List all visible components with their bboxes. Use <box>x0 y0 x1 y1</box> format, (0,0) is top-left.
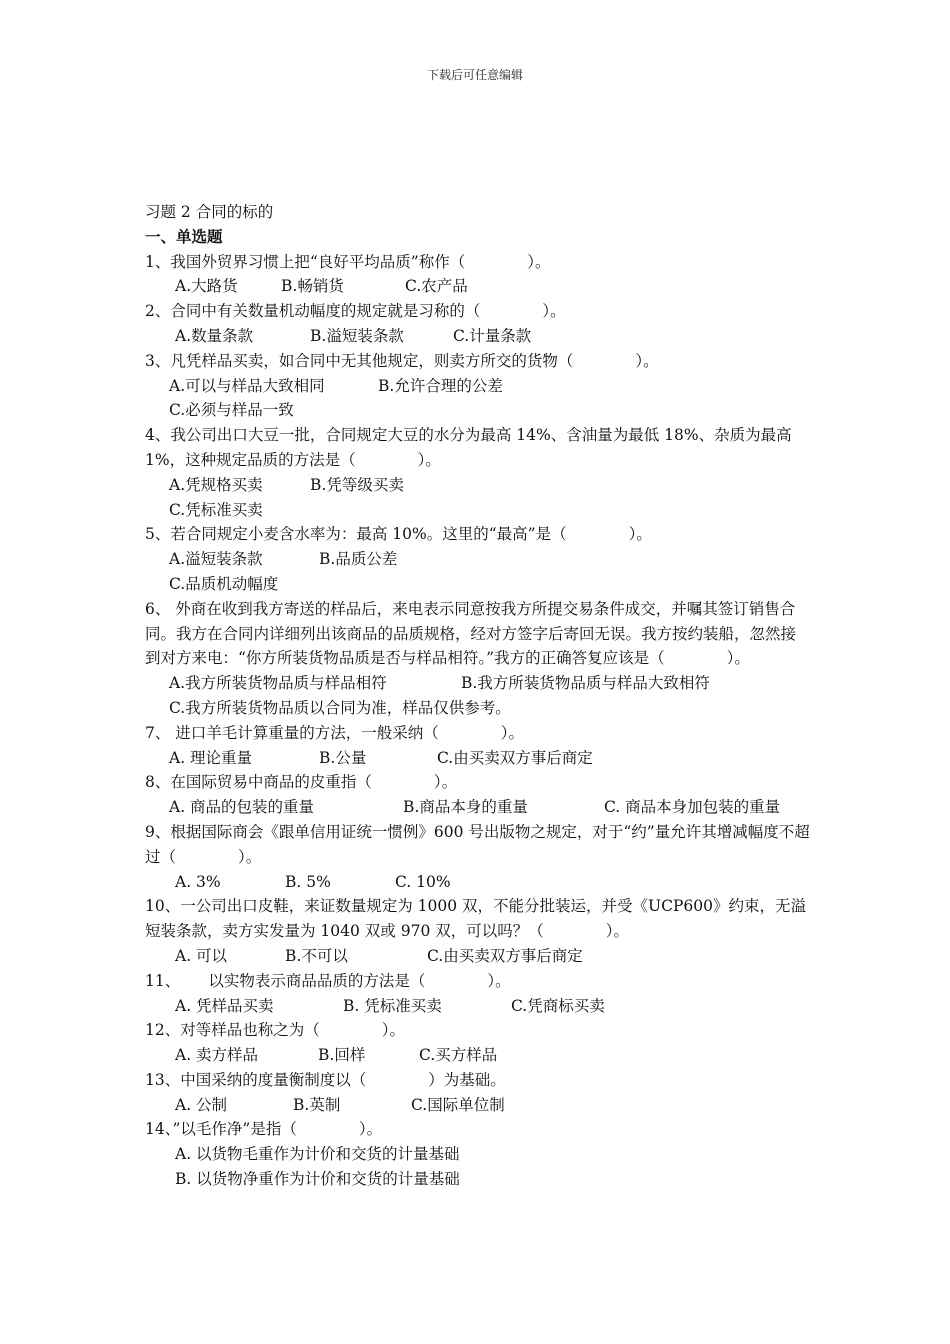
page-title: 习题 2 合同的标的 <box>145 203 274 221</box>
header-note: 下载后可任意编辑 <box>426 68 523 82</box>
question-13-options <box>145 1093 810 1118</box>
question-6-options <box>145 671 810 696</box>
option-b: B.凭等级买卖 <box>310 475 404 494</box>
question-4-options <box>145 473 810 498</box>
option-c: C.品质机动幅度 <box>169 574 279 593</box>
question-11-stem: 11、 以实物表示商品品质的方法是（ ）。 <box>145 971 511 990</box>
option-c: C. 10% <box>395 872 451 891</box>
option-b: B.不可以 <box>285 946 348 965</box>
option-a: A. 公制 <box>175 1095 228 1114</box>
option-b: B.品质公差 <box>319 550 398 569</box>
option-a: A. 商品的包装的重量 <box>169 798 315 817</box>
option-a: A. 卖方样品 <box>175 1046 259 1065</box>
option-b: B.公量 <box>319 748 367 767</box>
option-b: B. 凭标准买卖 <box>343 996 442 1015</box>
question-5-options <box>145 547 810 572</box>
option-a: A. 3% <box>175 872 221 891</box>
exercise-content <box>145 200 810 1192</box>
option-b: B.英制 <box>293 1095 341 1114</box>
question-8-options <box>145 795 810 820</box>
option-a: A.大路货 <box>175 277 238 296</box>
section-heading: 一、单选题 <box>145 227 223 246</box>
option-b: B.回样 <box>318 1046 366 1065</box>
question-7-stem: 7、 进口羊毛计算重量的方法，一般采纳（ ）。 <box>145 723 525 742</box>
option-b: B. 5% <box>285 872 331 891</box>
question-12-stem: 12、对等样品也称之为（ ）。 <box>145 1021 405 1040</box>
option-a: A.凭规格买卖 <box>169 475 263 494</box>
option-a: A. 可以 <box>175 946 228 965</box>
question-8-stem: 8、在国际贸易中商品的皮重指（ ）。 <box>145 773 458 792</box>
question-14-stem: 14、”以毛作净”是指（ ）。 <box>145 1120 383 1139</box>
option-c: C.我方所装货物品质以合同为准，样品仅供参考。 <box>169 698 511 717</box>
option-a: A.溢短装条款 <box>169 550 263 569</box>
option-b: B.畅销货 <box>281 277 344 296</box>
option-a: A.我方所装货物品质与样品相符 <box>169 674 387 693</box>
question-12-options <box>145 1043 810 1068</box>
question-4-stem: 4、我公司出口大豆一批，合同规定大豆的水分为最高 14%、含油量为最低 18%、杂质为最高 1%，这种规定品质的方法是（ ）。 <box>145 426 792 469</box>
question-3-options <box>145 374 810 399</box>
question-7-options <box>145 746 810 771</box>
question-1-options <box>145 274 810 299</box>
option-c: C.凭商标买卖 <box>511 996 605 1015</box>
question-5-stem: 5、若合同规定小麦含水率为：最高 10%。这里的“最高”是（ ）。 <box>145 525 652 544</box>
option-b: B.允许合理的公差 <box>378 376 503 395</box>
option-a: A. 理论重量 <box>169 748 253 767</box>
option-c: C.由买卖双方事后商定 <box>427 946 583 965</box>
option-c: C. 商品本身加包装的重量 <box>604 798 781 817</box>
option-c: C.必须与样品一致 <box>169 401 294 420</box>
option-b: B. 以货物净重作为计价和交货的计量基础 <box>175 1170 460 1189</box>
option-c: C.凭标准买卖 <box>169 500 263 519</box>
question-14-option-a <box>145 1142 810 1167</box>
option-a: A.数量条款 <box>175 326 254 345</box>
option-c: C.由买卖双方事后商定 <box>437 748 593 767</box>
question-2-stem: 2、合同中有关数量机动幅度的规定就是习称的（ ）。 <box>145 302 566 321</box>
question-14-option-b <box>145 1167 810 1192</box>
question-11-options <box>145 994 810 1019</box>
question-9-stem: 9、根据国际商会《跟单信用证统一惯例》600 号出版物之规定，对于“约”量允许其增减幅度不超过（ ）。 <box>145 822 810 866</box>
question-5-option-c <box>145 572 810 597</box>
question-1-stem: 1、我国外贸界习惯上把“良好平均品质”称作（ ）。 <box>145 252 551 271</box>
question-2-options <box>145 324 810 349</box>
question-13-stem: 13、中国采纳的度量衡制度以（ ）为基础。 <box>145 1070 506 1089</box>
option-a: A. 凭样品买卖 <box>175 996 274 1015</box>
option-c: C.国际单位制 <box>411 1095 505 1114</box>
option-b: B.商品本身的重量 <box>403 798 528 817</box>
option-c: C.买方样品 <box>419 1046 498 1065</box>
question-6-stem: 6、 外商在收到我方寄送的样品后，来电表示同意按我方所提交易条件成交，并嘱其签订销售合同。我方在合同内详细列出该商品的品质规格，经对方签字后寄回无误。我方按约装船，忽然接到对方来电：“你方所装货物品质是否与样品相符。”我方的正确答复应该是（ ）。 <box>145 599 797 668</box>
question-6-option-c <box>145 696 810 721</box>
question-9-options <box>145 870 810 895</box>
option-c: C.计量条款 <box>453 326 532 345</box>
question-10-stem: 10、一公司出口皮鞋，来证数量规定为 1000 双，不能分批装运，并受《UCP600》约束，无溢短装条款，卖方实发量为 1040 双或 970 双，可以吗？（ ）。 <box>145 897 806 941</box>
question-4-option-c <box>145 498 810 523</box>
option-b: B.溢短装条款 <box>310 326 404 345</box>
option-a: A. 以货物毛重作为计价和交货的计量基础 <box>175 1145 460 1164</box>
option-a: A.可以与样品大致相同 <box>169 376 325 395</box>
question-3-stem: 3、凡凭样品买卖，如合同中无其他规定，则卖方所交的货物（ ）。 <box>145 351 659 370</box>
option-b: B.我方所装货物品质与样品大致相符 <box>461 674 710 693</box>
question-3-option-c <box>145 398 810 423</box>
question-10-options <box>145 944 810 969</box>
option-c: C.农产品 <box>405 277 468 296</box>
